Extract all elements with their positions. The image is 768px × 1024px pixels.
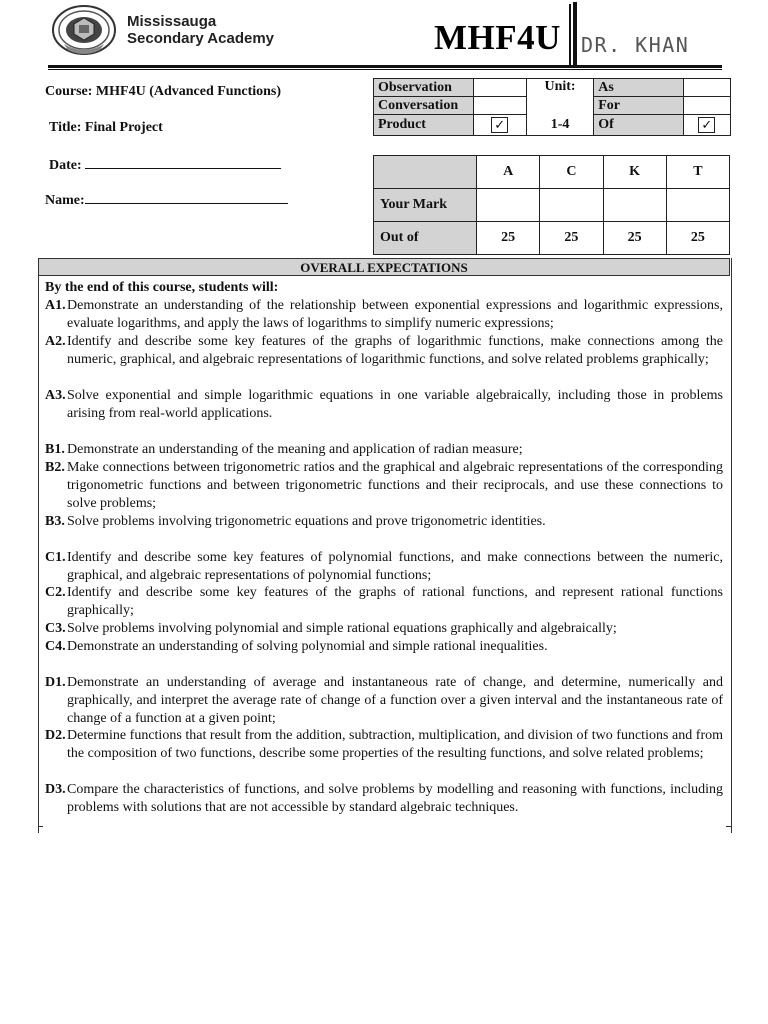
- course-code-title: MHF4U: [434, 18, 561, 57]
- of-label: Of: [594, 115, 684, 136]
- expectation-text: Demonstrate an understanding of solving polynomial and simple rational inequalities.: [67, 639, 548, 654]
- expectation-text: Solve exponential and simple logarithmic equations in one variable algebraically, including those in problems arising from real-world applications.: [67, 388, 723, 421]
- expectation-item: [45, 584, 723, 620]
- out-of-k: 25: [603, 222, 666, 255]
- your-mark-a[interactable]: [477, 189, 540, 222]
- name-row: [45, 191, 288, 209]
- observation-check-cell[interactable]: [473, 79, 526, 97]
- for-check-cell[interactable]: [683, 97, 730, 115]
- observation-label: Observation: [374, 79, 474, 97]
- expectation-code: D2.: [45, 728, 66, 743]
- expectation-item: [45, 459, 723, 513]
- expectation-code: B1.: [45, 442, 65, 457]
- expectation-item: [45, 781, 723, 817]
- unit-label: Unit:: [526, 79, 593, 115]
- expectation-text: Solve problems involving polynomial and simple rational equations graphically and algebraically;: [67, 621, 617, 636]
- header-rule: [48, 65, 722, 68]
- expectation-item: [45, 441, 723, 459]
- expectation-item: [45, 513, 723, 531]
- expectation-code: C1.: [45, 550, 66, 565]
- header-divider-thin: [569, 4, 571, 68]
- header-rule-thin: [48, 69, 722, 70]
- expectation-code: B3.: [45, 514, 65, 529]
- your-mark-c[interactable]: [540, 189, 603, 222]
- expectation-code: B2.: [45, 460, 65, 475]
- expectation-code: C3.: [45, 621, 66, 636]
- expectation-code: D3.: [45, 782, 66, 797]
- product-checkmark-icon: ✓: [491, 117, 508, 133]
- conversation-check-cell[interactable]: [473, 97, 526, 115]
- expectations-header: OVERALL EXPECTATIONS: [38, 258, 730, 276]
- expectation-item: [45, 333, 723, 369]
- expectation-code: A3.: [45, 388, 66, 403]
- as-check-cell[interactable]: [683, 79, 730, 97]
- expectation-code: A1.: [45, 298, 66, 313]
- out-of-a: 25: [477, 222, 540, 255]
- out-of-t: 25: [666, 222, 729, 255]
- box-corner-left: [38, 826, 43, 827]
- expectations-intro: By the end of this course, students will:: [45, 280, 279, 295]
- of-check-cell[interactable]: [683, 115, 730, 136]
- your-mark-label: Your Mark: [374, 189, 477, 222]
- expectation-code: D1.: [45, 675, 66, 690]
- as-label: As: [594, 79, 684, 97]
- column-header-c: C: [540, 156, 603, 189]
- expectation-text: Determine functions that result from the addition, subtraction, multiplication, and division of two functions and from the composition of two functions, describe some properties of the resulting functions, and solve related problems;: [67, 728, 723, 761]
- expectation-text: Demonstrate an understanding of average and instantaneous rate of change, and determine, numerically and graphically, and interpret the average rate of change of a function over a given interval and the instantaneous rate of change of a function at a given point;: [67, 675, 723, 726]
- conversation-label: Conversation: [374, 97, 474, 115]
- expectation-text: Compare the characteristics of functions, and solve problems by modelling and reasoning with functions, including problems with solutions that are not accessible by standard algebraic techniques.: [67, 782, 723, 815]
- school-name: [127, 13, 274, 47]
- school-name-line2: Secondary Academy: [127, 30, 275, 47]
- out-of-c: 25: [540, 222, 603, 255]
- expectation-item: [45, 549, 723, 585]
- expectation-code: C4.: [45, 639, 66, 654]
- out-of-label: Out of: [374, 222, 477, 255]
- expectation-text: Identify and describe some key features of polynomial functions, and make connections between the numeric, graphical, and algebraic representations of polynomial functions;: [67, 550, 723, 583]
- your-mark-t[interactable]: [666, 189, 729, 222]
- for-label: For: [594, 97, 684, 115]
- expectation-text: Demonstrate an understanding of the meaning and application of radian measure;: [67, 442, 523, 457]
- expectation-code: A2.: [45, 334, 66, 349]
- product-label: Product: [374, 115, 474, 136]
- marks-table: [373, 155, 730, 255]
- of-checkmark-icon: ✓: [698, 117, 715, 133]
- assessment-type-table: [373, 78, 731, 136]
- date-label: Date:: [49, 158, 82, 173]
- expectation-text: Demonstrate an understanding of the relationship between exponential expressions and logarithmic expressions, evaluate logarithms, and apply the laws of logarithms to simplify numeric expressions;: [67, 298, 723, 331]
- unit-value: 1-4: [526, 115, 593, 136]
- column-header-k: K: [603, 156, 666, 189]
- expectation-item: [45, 297, 723, 333]
- expectation-code: C2.: [45, 585, 66, 600]
- expectation-text: Identify and describe some key features of the graphs of rational functions, and represent rational functions graphically;: [67, 585, 723, 618]
- product-check-cell[interactable]: [473, 115, 526, 136]
- column-header-a: A: [477, 156, 540, 189]
- school-crest-logo: [50, 4, 118, 56]
- expectation-text: Identify and describe some key features of the graphs of logarithmic functions, make connections among the numeric, graphical, and algebraic representations of logarithmic functions, and solve related problems graphically;: [67, 334, 723, 367]
- name-label: Name:: [45, 193, 85, 208]
- expectation-item: [45, 638, 723, 656]
- teacher-name: DR. KHAN: [581, 33, 690, 57]
- column-header-t: T: [666, 156, 729, 189]
- expectation-item: [45, 727, 723, 763]
- project-title: Title: Final Project: [49, 120, 163, 135]
- expectation-item: [45, 674, 723, 728]
- date-row: [49, 156, 281, 174]
- box-corner-right: [726, 826, 731, 827]
- expectation-text: Make connections between trigonometric ratios and the graphical and algebraic representations of the corresponding trigonometric functions and between trigonometric functions and their reciprocals, and use these connections to solve problems;: [67, 460, 723, 511]
- your-mark-k[interactable]: [603, 189, 666, 222]
- expectation-item: [45, 387, 723, 423]
- expectation-item: [45, 620, 723, 638]
- course-info: Course: MHF4U (Advanced Functions): [45, 84, 282, 99]
- header-divider-thick: [573, 2, 577, 68]
- marks-corner-cell: [374, 156, 477, 189]
- date-field[interactable]: [85, 156, 281, 169]
- name-field[interactable]: [85, 191, 288, 204]
- expectation-text: Solve problems involving trigonometric equations and prove trigonometric identities.: [67, 514, 546, 529]
- school-name-line1: Mississauga: [127, 13, 217, 30]
